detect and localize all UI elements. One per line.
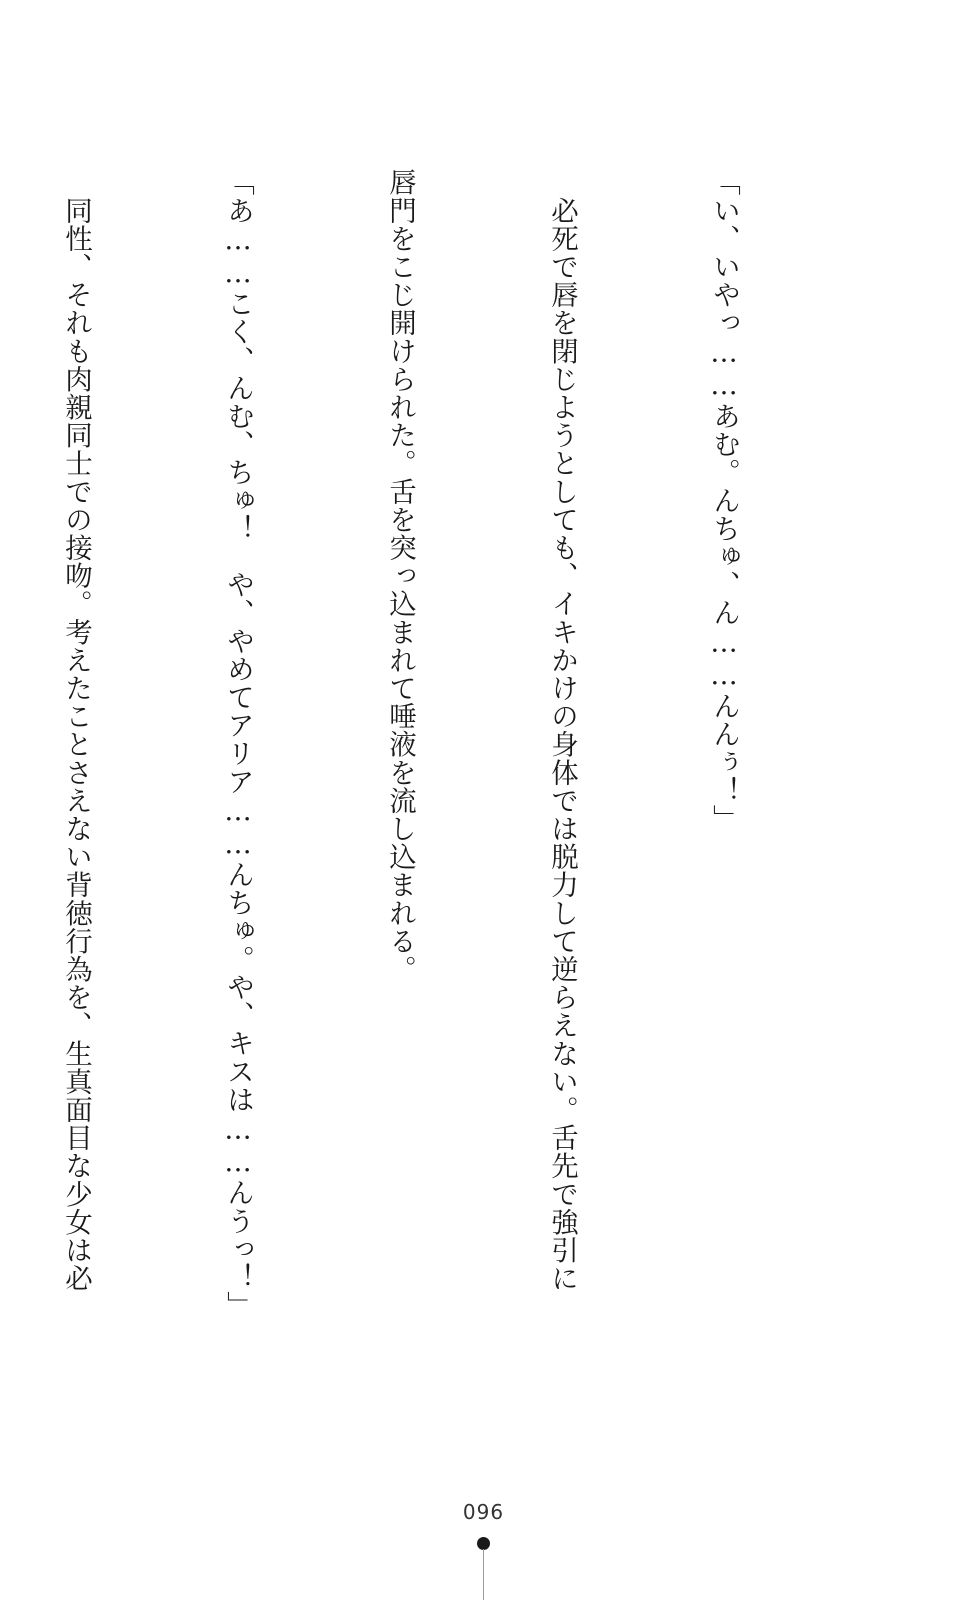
novel-text-block (0, 168, 859, 1319)
text-line: 唇門をこじ開けられた。舌を突っ込まれて唾液を流し込まれる。 (384, 168, 416, 983)
text-line: 「い、いやっ……あむ。んちゅ、ん……んんぅ！」 (708, 168, 740, 833)
page-number: 096 (462, 1500, 505, 1524)
page-marker-line (483, 1549, 484, 1600)
text-line: 必死で唇を閉じようとしても、イキかけの身体では脱力して逆らえない。舌先で強引に (546, 168, 578, 1292)
text-line: 「あ……こく、んむ、ちゅ！ や、やめてアリア……んちゅ。や、キスは……んうっ！」 (222, 168, 254, 1319)
text-line: 同性、それも肉親同士での接吻。考えたことさえない背徳行為を、生真面目な少女は必 (60, 168, 92, 1292)
